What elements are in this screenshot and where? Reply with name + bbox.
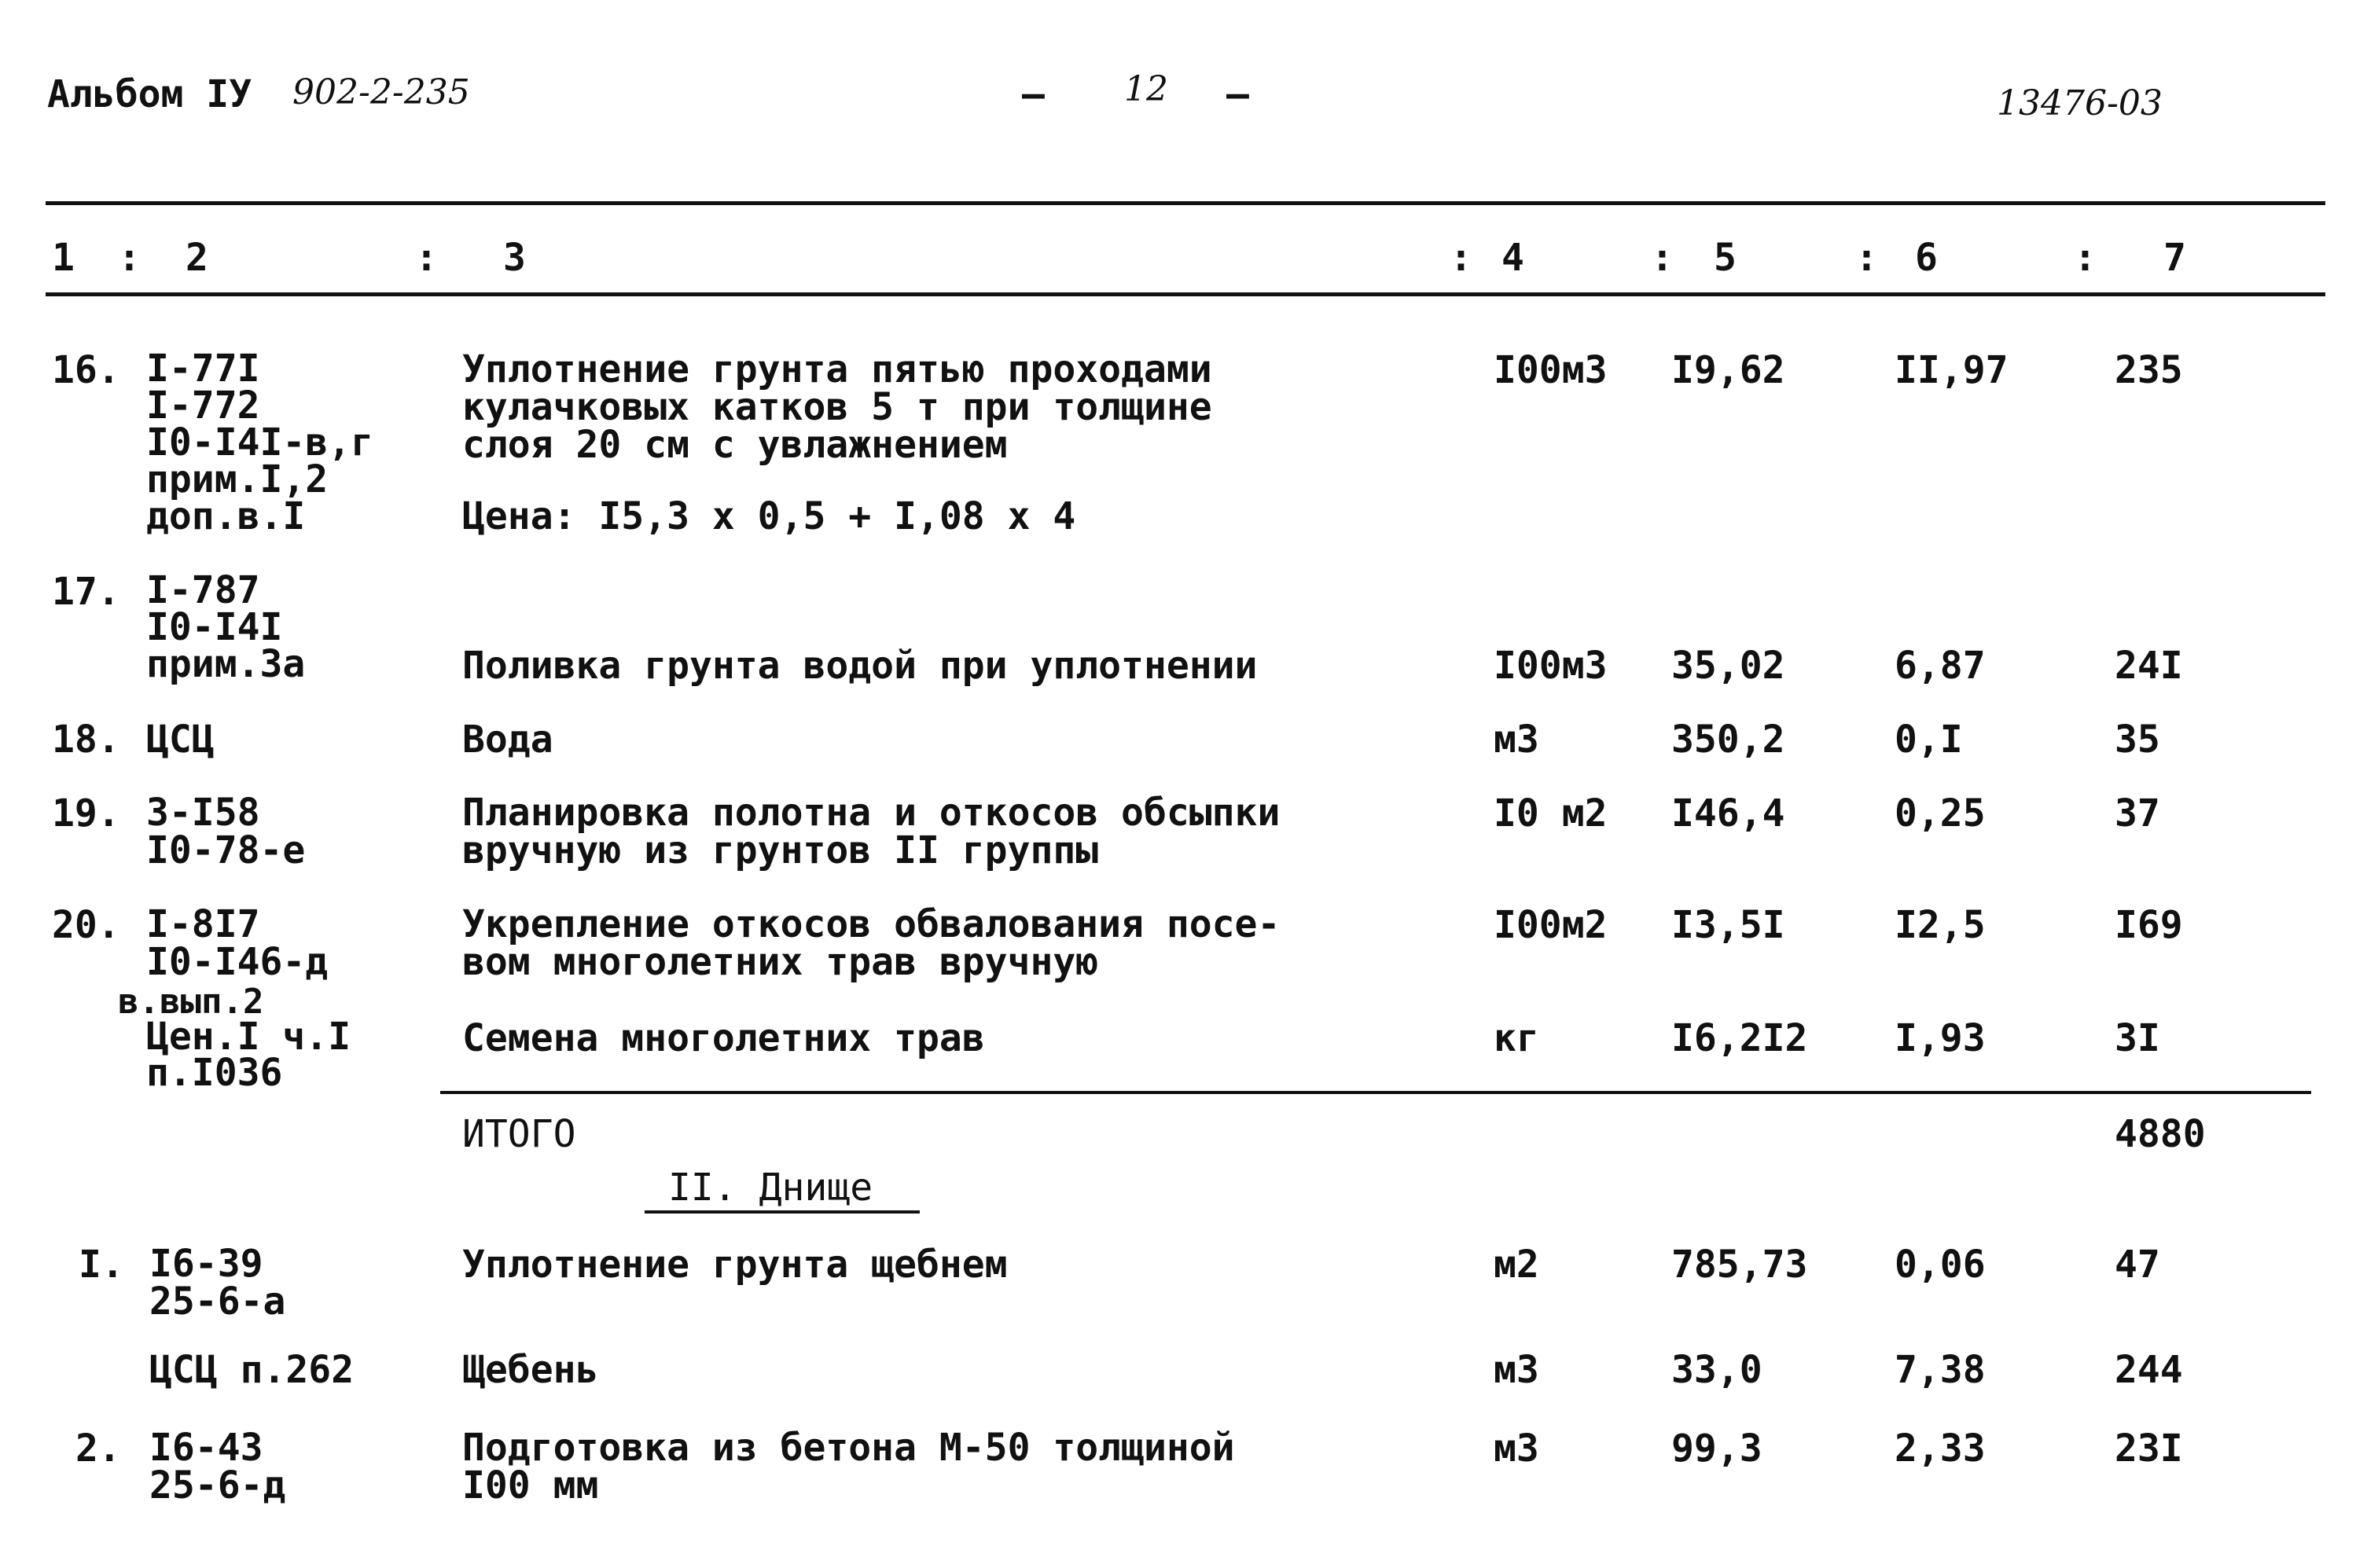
row-unit: I00м3 [1494, 644, 1608, 688]
row-cost: 37 [2115, 791, 2160, 835]
row-number: 2. [75, 1427, 121, 1471]
row-unit: I0 м2 [1494, 791, 1608, 835]
row-rate: II,97 [1895, 348, 2009, 392]
row-refs: 3-I58 I0-78-е [146, 791, 306, 872]
row-cost: 35 [2115, 718, 2160, 762]
row-number: I. [79, 1243, 124, 1287]
row-description: Укрепление откосов обвалования посе- вом многолетних трав вручную [462, 902, 1281, 984]
col-1: 1 [52, 236, 75, 280]
row-refs: I-77I I-772 I0-I4I-в,г прим.I,2 доп.в.I [146, 347, 373, 538]
row-refs: I-8I7 I0-I46-д [146, 902, 329, 984]
row-qty: I9,62 [1671, 348, 1785, 392]
row-unit: м3 [1494, 718, 1539, 762]
col-5: 5 [1714, 236, 1737, 280]
col-6: 6 [1915, 236, 1938, 280]
row-refs: ЦСЦ [146, 718, 215, 762]
row-cost: 235 [2115, 348, 2183, 392]
col-3: 3 [503, 236, 526, 280]
album-label: Альбом IУ [47, 72, 252, 116]
col-sep: : [118, 236, 141, 280]
row-description: Планировка полотна и откосов обсыпки вручную из грунтов II группы [462, 791, 1281, 872]
header-rule [46, 292, 2325, 296]
row-rate: I,93 [1895, 1016, 1986, 1060]
row-description: Вода [462, 718, 553, 762]
row-qty: I3,5I [1671, 903, 1785, 947]
row-refs: I6-43 25-6-д [149, 1426, 286, 1507]
page-dash-right: – [1226, 72, 1249, 116]
col-7: 7 [2163, 236, 2186, 280]
row-unit: м2 [1494, 1243, 1539, 1287]
row-description: Семена многолетних трав [462, 1016, 985, 1060]
price-formula: Цена: I5,3 х 0,5 + I,08 х 4 [462, 494, 1076, 538]
row-refs: ЦСЦ п.262 [149, 1348, 355, 1392]
row-cost: I69 [2115, 903, 2183, 947]
row-description: Щебень [462, 1348, 599, 1392]
row-qty: 350,2 [1671, 718, 1785, 762]
row-qty: 33,0 [1671, 1348, 1762, 1392]
row-rate: I2,5 [1895, 903, 1986, 947]
project-number: 902-2-235 [292, 72, 470, 112]
col-sep: : [2074, 236, 2097, 280]
row-refs: I6-39 25-6-а [149, 1242, 286, 1324]
row-description: Уплотнение грунта щебнем [462, 1243, 1008, 1287]
total-value: 4880 [2115, 1112, 2206, 1156]
row-description: Поливка грунта водой при уплотнении [462, 644, 1258, 688]
row-rate: 7,38 [1895, 1348, 1986, 1392]
row-refs: I-787 I0-I4I прим.3а [146, 568, 306, 686]
row-description: Уплотнение грунта пятью проходами кулачковых катков 5 т при толщине слоя 20 см с увлажнением [462, 347, 1212, 467]
row-unit: м3 [1494, 1427, 1539, 1471]
col-4: 4 [1501, 236, 1524, 280]
row-number: 20. [52, 903, 120, 947]
row-cost: 244 [2115, 1348, 2183, 1392]
col-sep: : [415, 236, 438, 280]
row-rate: 0,25 [1895, 791, 1986, 835]
row-unit: кг [1494, 1016, 1539, 1060]
page-number: 12 [1124, 69, 1168, 109]
col-sep: : [1855, 236, 1878, 280]
row-qty: I46,4 [1671, 791, 1785, 835]
row-cost: 47 [2115, 1243, 2160, 1287]
top-rule [46, 201, 2325, 205]
row-rate: 0,I [1895, 718, 1963, 762]
row-qty: 35,02 [1671, 644, 1785, 688]
total-label: ИТОГО [462, 1112, 576, 1156]
document-code: 13476-03 [1997, 83, 2163, 123]
row-cost: 23I [2115, 1427, 2183, 1471]
row-rate: 6,87 [1895, 644, 1986, 688]
row-number: 17. [52, 570, 120, 614]
row-unit: I00м2 [1494, 903, 1608, 947]
row-qty: I6,2I2 [1671, 1016, 1808, 1060]
col-sep: : [1651, 236, 1674, 280]
row-description: Подготовка из бетона М-50 толщиной I00 мм [462, 1426, 1235, 1507]
row-qty: 785,73 [1671, 1243, 1808, 1287]
row-cost: 3I [2115, 1016, 2160, 1060]
row-qty: 99,3 [1671, 1427, 1762, 1471]
row-rate: 0,06 [1895, 1243, 1986, 1287]
section-underline [645, 1210, 920, 1214]
row-cost: 24I [2115, 644, 2183, 688]
row-unit: I00м3 [1494, 348, 1608, 392]
col-sep: : [1450, 236, 1472, 280]
col-2: 2 [186, 236, 208, 280]
row-number: 16. [52, 348, 120, 392]
total-rule [440, 1091, 2311, 1094]
row-refs: Цен.I ч.I п.I036 [146, 1015, 351, 1095]
row-unit: м3 [1494, 1348, 1539, 1392]
row-number: 19. [52, 791, 120, 835]
section-title: II. Днище [668, 1166, 873, 1210]
page-dash-left: – [1022, 72, 1045, 116]
row-number: 18. [52, 718, 120, 762]
row-refs-extra: в.вып.2 [118, 982, 264, 1022]
row-rate: 2,33 [1895, 1427, 1986, 1471]
